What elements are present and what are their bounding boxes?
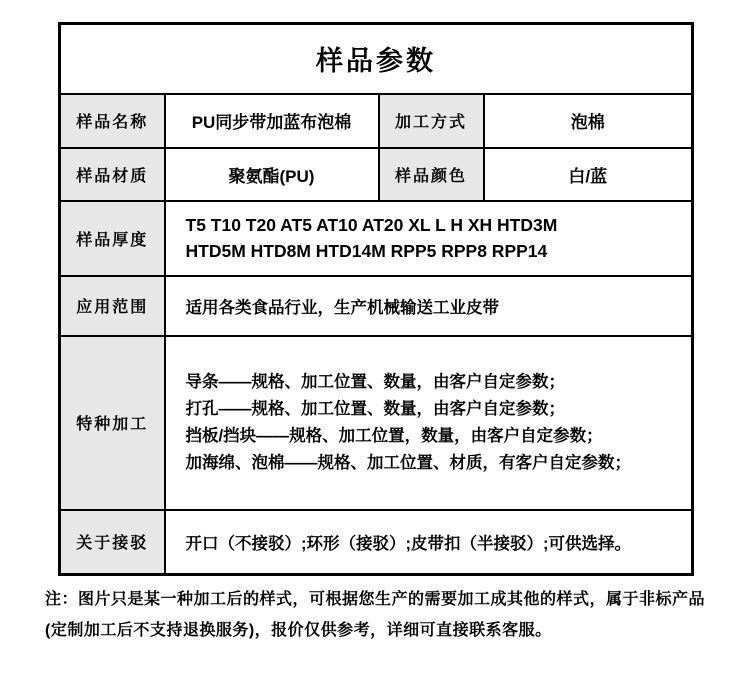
table-row xyxy=(60,336,693,510)
footer-note: 注：图片只是某一种加工后的样式，可根据您生产的需要加工成其他的样式，属于非标产品(定制加工后不支持退换服务)，报价仅供参考，详细可直接联系客服。 xyxy=(45,591,706,639)
value-special-processing xyxy=(165,336,693,510)
label-processing-method: 加工方式 xyxy=(379,94,484,148)
special-processing-line-4: 加海绵、泡棉——规格、加工位置、材质，有客户自定参数； xyxy=(185,453,631,472)
label-application-range: 应用范围 xyxy=(60,276,165,336)
table-row xyxy=(60,94,693,148)
title-row xyxy=(60,24,693,94)
thickness-line-1: T5 T10 T20 AT5 AT10 AT20 XL L H XH HTD3M xyxy=(185,215,558,235)
label-special-processing: 特种加工 xyxy=(60,336,165,510)
value-sample-thickness xyxy=(165,201,693,276)
spec-table xyxy=(58,22,694,576)
label-sample-color: 样品颜色 xyxy=(379,148,484,201)
table-row xyxy=(60,276,693,336)
value-sample-material: 聚氨酯(PU) xyxy=(165,148,379,201)
special-processing-line-1: 导条——规格、加工位置、数量，由客户自定参数； xyxy=(185,372,565,391)
table-row xyxy=(60,510,693,575)
page-title: 样品参数 xyxy=(60,24,693,94)
label-sample-material: 样品材质 xyxy=(60,148,165,201)
label-about-joining: 关于接驳 xyxy=(60,510,165,575)
value-about-joining: 开口（不接驳）;环形（接驳）;皮带扣（半接驳）;可供选择。 xyxy=(165,510,693,575)
label-sample-name: 样品名称 xyxy=(60,94,165,148)
thickness-line-2: HTD5M HTD8M HTD14M RPP5 RPP8 RPP14 xyxy=(185,241,548,261)
value-sample-name: PU同步带加蓝布泡棉 xyxy=(165,94,379,148)
label-sample-thickness: 样品厚度 xyxy=(60,201,165,276)
special-processing-line-3: 挡板/挡块——规格、加工位置，数量，由客户自定参数； xyxy=(185,426,603,445)
table-row xyxy=(60,148,693,201)
value-sample-color: 白/蓝 xyxy=(484,148,693,201)
value-application-range: 适用各类食品行业，生产机械输送工业皮带 xyxy=(165,276,693,336)
special-processing-line-2: 打孔——规格、加工位置、数量，由客户自定参数； xyxy=(185,399,565,418)
table-row xyxy=(60,201,693,276)
value-processing-method: 泡棉 xyxy=(484,94,693,148)
